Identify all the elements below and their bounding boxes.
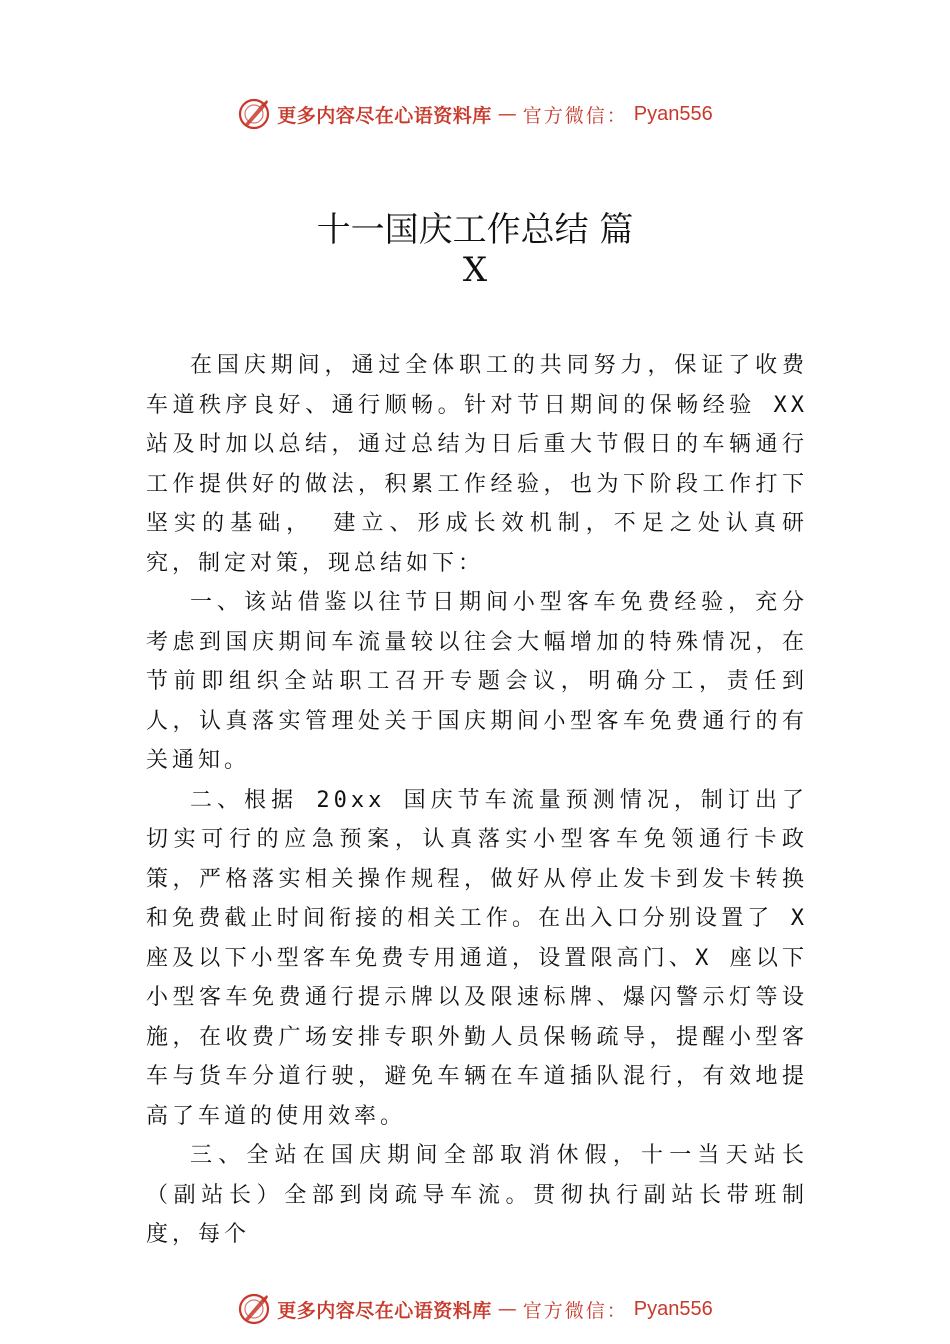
banner-wechat-label: 官方微信： <box>522 104 628 127</box>
header-banner <box>0 94 950 134</box>
quill-pen-seal-icon <box>237 1292 271 1326</box>
banner-wechat-label: 官方微信： <box>522 1299 628 1322</box>
title-line-1: 十一国庆工作总结 篇 <box>316 210 634 250</box>
paragraph-section-1: 一、该站借鉴以往节日期间小型客车免费经验，充分考虑到国庆期间车流量较以往会大幅增加的特殊情况，在节前即组织全站职工召开专题会议，明确分工，责任到人，认真落实管理处关于国庆期间小型客车免费通行的有关通知。 <box>146 590 808 773</box>
footer-banner <box>0 1289 950 1329</box>
document-body <box>146 346 808 1255</box>
paragraph-section-3: 三、全站在国庆期间全部取消休假，十一当天站长（副站长）全部到岗疏导车流。贯彻执行副站长带班制度，每个 <box>146 1143 808 1247</box>
banner-wechat-id: Pyan556 <box>633 102 713 125</box>
banner-separator: — <box>497 1298 517 1320</box>
banner-brand-text: 更多内容尽在心语资料库 <box>277 1299 492 1322</box>
paragraph-intro: 在国庆期间，通过全体职工的共同努力，保证了收费车道秩序良好、通行顺畅。针对节日期间的保畅经验 XX 站及时加以总结，通过总结为日后重大节假日的车辆通行工作提供好的做法，积累工作经验，也为下阶段工作打下坚实的基础， 建立、形成长效机制，不足之处认真研究，制定对策，现总结如下： <box>146 353 808 576</box>
banner-brand-text: 更多内容尽在心语资料库 <box>277 104 492 127</box>
banner-separator: — <box>497 103 517 125</box>
paragraph-section-2: 二、根据 20xx 国庆节车流量预测情况，制订出了切实可行的应急预案，认真落实小型客车免领通行卡政策，严格落实相关操作规程，做好从停止发卡到发卡转换和免费截止时间衔接的相关工作。在出入口分别设置了 X 座及以下小型客车免费专用通道，设置限高门、X 座以下小型客车免费通行提示牌以及限速标牌、爆闪警示灯等设施，在收费广场安排专职外勤人员保畅疏导，提醒小型客车与货车分道行驶，避免车辆在车道插队混行，有效地提高了车道的使用效率。 <box>146 787 808 1129</box>
document-title <box>0 210 950 290</box>
title-line-2: X <box>462 250 488 290</box>
quill-pen-seal-icon <box>237 97 271 131</box>
banner-wechat-id: Pyan556 <box>633 1297 713 1320</box>
